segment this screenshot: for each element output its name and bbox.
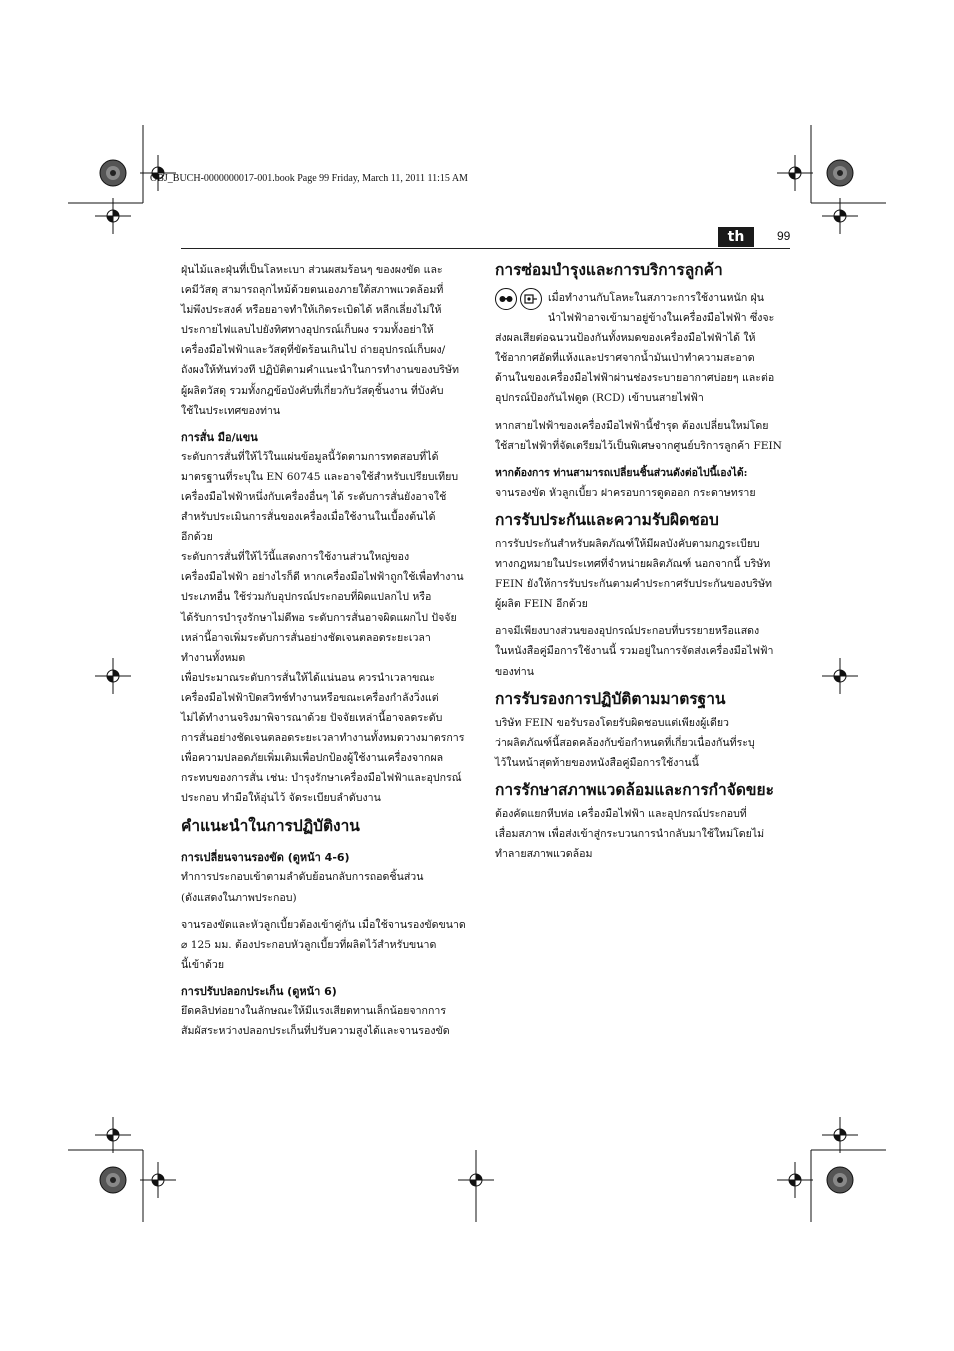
change-disc-paragraph-2: จานรองขัดและหัวลูกเบี้ยวต้องเข้าคู่กัน เมื่อใช้จานรองขัดขนาด ⌀ 125 มม. ต้องประกอบหัวลูกเบี้ยวที่ผลิตไว้สำหรับขนาด นี้เข้าด้วย bbox=[181, 918, 466, 971]
print-header: OBJ_BUCH-0000000017-001.book Page 99 Friday, March 11, 2011 11:15 AM bbox=[150, 173, 468, 184]
vibration-paragraph-2: ระดับการสั่นที่ให้ไว้นี้แสดงการใช้งานส่วนใหญ่ของ เครื่องมือไฟฟ้า อย่างไรก็ดี หากเครื่องมือไฟฟ้าถูกใช้เพื่อทำงาน ประเภทอื่น ใช้ร่วมกับอุปกรณ์ประกอบที่ผิดแปลกไป หรือ ได้รับการบำรุงรักษาไม่ดีพอ ระดับการสั่นอาจผิดแผกไป ปัจจัย เหล่านี้อาจเพิ่มระดับการสั่นอย่างชัดเจนตลอดระยะเวลา ทำงานทั้งหมด bbox=[181, 551, 464, 664]
page-number: 99 bbox=[777, 229, 791, 243]
dust-paragraph: ฝุ่นไม้และฝุ่นที่เป็นโลหะเบา ส่วนผสมร้อนๆ ของผงขัด และ เคมีวัสดุ สามารถลุกไหม้ด้วยตนเองภายใต้สภาพแวดล้อมที่ ไม่พึงประสงค์ หรือยอาจทำให้เกิดระเบิดได้ หลีกเลี่ยงไม่ให้ ประกายไฟแลบไปยังทิศทางอุปกรณ์เก็บผง รวมทั้งอย่าให้ เครื่องมือไฟฟ้าและวัสดุที่ขัดร้อนเกินไป ถ่ายอุปกรณ์เก็บผง/ ถังผงให้ทันท่วงที ปฏิบัติตามคำแนะนำในการทำงานของบริษัท ผู้ผลิตวัสดุ รวมทั้งกฎข้อบังคับที่เกี่ยวกับวัสดุชิ้นงาน ที่บังคับ ใช้ในประเทศของท่าน bbox=[181, 264, 459, 417]
conformity-paragraph: บริษัท FEIN ขอรับรองโดยรับผิดชอบแต่เพียงผู้เดียว ว่าผลิตภัณฑ์นี้สอดคล้องกับข้อกำหนดที่เกี่ยวเนื่องกันที่ระบุ ไว้ในหน้าสุดท้ายของหนังสือคู่มือการใช้งานนี้ bbox=[495, 716, 755, 769]
change-disc-heading: การเปลี่ยนจานรองขัด (ดูหน้า 4-6) bbox=[181, 851, 350, 865]
header-rule bbox=[181, 248, 790, 249]
rcd-plug-icon bbox=[520, 288, 542, 310]
gasket-heading: การปรับปลอกประเก็น (ดูหน้า 6) bbox=[181, 984, 337, 998]
conformity-heading: การรับรองการปฏิบัติตามมาตรฐาน bbox=[495, 688, 726, 708]
right-column bbox=[495, 260, 790, 864]
language-tab: th bbox=[718, 227, 754, 247]
environment-heading: การรักษาสภาพแวดล้อมและการกำจัดขยะ bbox=[495, 779, 774, 799]
service-paragraph-2: หากสายไฟฟ้าของเครื่องมือไฟฟ้านี้ชำรุด ต้องเปลี่ยนใหม่โดย ใช้สายไฟฟ้าที่จัดเตรียมไว้เป็นพิเศษจากศูนย์บริการลูกค้า FEIN bbox=[495, 419, 782, 452]
vibration-paragraph-3: เพื่อประมาณระดับการสั่นให้ได้แน่นอน ควรนำเวลาขณะ เครื่องมือไฟฟ้าปิดสวิทช์ทำงานหรือขณะเครื่องกำลังวิ่งแต่ ไม่ได้ทำงานจริงมาพิจารณาด้วย ปัจจัยเหล่านี้อาจลดระดับ การสั่นอย่างชัดเจนตลอดระยะเวลาทำงานทั้งหมดวางมาตรการ เพื่อความปลอดภัยเพิ่มเติมเพื่อปกป้องผู้ใช้งานเครื่องจากผล กระทบของการสั่น เช่น: บำรุงรักษาเครื่องมือไฟฟ้าและอุปกรณ์ ประกอบ ทำมือให้อุ่นไว้ จัดระเบียบลำดับงาน bbox=[181, 671, 465, 805]
warranty-paragraph-2: อาจมีเพียงบางส่วนของอุปกรณ์ประกอบที่บรรยายหรือแสดง ในหนังสือคู่มือการใช้งานนี้ รวมอยู่ในการจัดส่งเครื่องมือไฟฟ้า ของท่าน bbox=[495, 625, 774, 678]
environment-paragraph: ต้องคัดแยกหีบห่อ เครื่องมือไฟฟ้า และอุปกรณ์ประกอบที่ เสื่อมสภาพ เพื่อส่งเข้าสู่กระบวนการนำกลับมาใช้ใหม่โดยไม่ ทำลายสภาพแวดล้อม bbox=[495, 807, 765, 861]
change-disc-paragraph-1: ทำการประกอบเข้าตามลำดับย้อนกลับการถอดชิ้นส่วน (ดังแสดงในภาพประกอบ) bbox=[181, 871, 424, 904]
goggles-icon bbox=[495, 288, 517, 310]
left-column bbox=[181, 260, 476, 1041]
service-heading: การซ่อมบำรุงและการบริการลูกค้า bbox=[495, 260, 723, 279]
vibration-heading: การสั่น มือ/แขน bbox=[181, 430, 258, 444]
safety-icons bbox=[495, 288, 542, 310]
replaceable-parts-label: หากต้องการ ท่านสามารถเปลี่ยนชิ้นส่วนดังต่อไปนี้เองได้: bbox=[495, 466, 748, 479]
operation-heading: คำแนะนำในการปฏิบัติงาน bbox=[181, 816, 360, 836]
gasket-paragraph: ยึดคลิปท่อยางในลักษณะให้มีแรงเสียดทานเล็กน้อยจากการ สัมผัสระหว่างปลอกประเก็นที่ปรับความสูงได้และจานรองขัด bbox=[181, 1004, 450, 1037]
replaceable-parts: จานรองขัด หัวลูกเบี้ยว ฝาครอบการดูดออก กระดาษทราย bbox=[495, 486, 756, 499]
warranty-heading: การรับประกันและความรับผิดชอบ bbox=[495, 509, 719, 529]
vibration-paragraph-1: ระดับการสั่นที่ให้ไว้ในแผ่นข้อมูลนี้วัดตามการทดสอบที่ได้ มาตรฐานที่ระบุใน EN 60745 และอาจใช้สำหรับเปรียบเทียบ เครื่องมือไฟฟ้าหนึ่งกับเครื่องอื่นๆ ได้ ระดับการสั่นยังอาจใช้ สำหรับประเมินการสั่นของเครื่องเมื่อใช้งานในเบื้องต้นได้ อีกด้วย bbox=[181, 450, 459, 544]
service-paragraph-1: เมื่อทำงานกับโลหะในสภาวะการใช้งานหนัก ฝุ่น นำไฟฟ้าอาจเข้ามาอยู่ข้างในเครื่องมือไฟฟ้า ซึ่งจะ ส่งผลเสียต่อฉนวนป้องกันทั้งหมดของเครื่องมือไฟฟ้าได้ ให้ ใช้อากาศอัดที่แห้งและปราศจากน้ำมันเป่าทำความสะอาด ด้านในของเครื่องมือไฟฟ้าผ่านช่องระบายอากาศบ่อยๆ และต่อ อุปกรณ์ป้องกันไฟดูด (RCD) เข้าบนสายไฟฟ้า bbox=[495, 288, 790, 409]
warranty-paragraph-1: การรับประกันสำหรับผลิตภัณฑ์ให้มีผลบังคับตามกฎระเบียบ ทางกฎหมายในประเทศที่จำหน่ายผลิตภัณฑ์ นอกจากนี้ บริษัท FEIN ยังให้การรับประกันตามคำประกาศรับประกันของบริษัท ผู้ผลิต FEIN อีกด้วย bbox=[495, 537, 773, 611]
